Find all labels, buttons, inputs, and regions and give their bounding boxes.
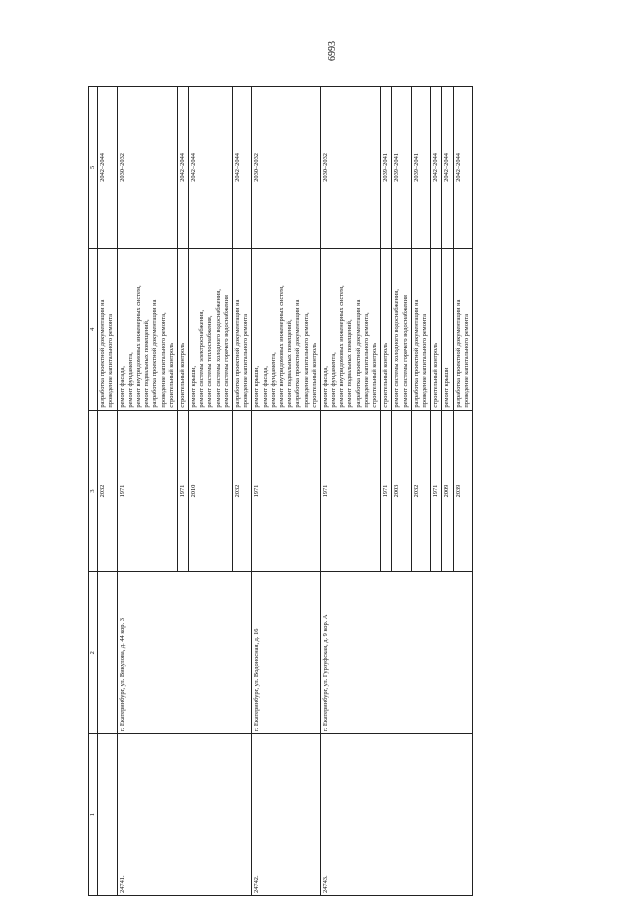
building-address: [98, 572, 117, 734]
year-cell: 2010: [189, 410, 233, 572]
work-item: ремонт фасада,: [321, 366, 329, 408]
works-cell: [431, 248, 442, 410]
works-cell: [252, 248, 321, 410]
year-cell: 2032: [98, 410, 117, 572]
table-row: [117, 87, 177, 896]
work-item: проведение капитального ремонта: [462, 313, 470, 408]
period-cell: 2039–2041: [392, 87, 411, 249]
work-item: разработка проектной документации на: [151, 299, 159, 408]
works-cell: [381, 248, 392, 410]
work-item: проведение капитального ремонта: [107, 313, 115, 408]
period-cell: 2030–2032: [252, 87, 321, 249]
period-cell: 2042–2044: [431, 87, 442, 249]
period-cell: 2039–2041: [411, 87, 430, 249]
building-address: г. Екатеринбург, ул. Водоносная, д. 16: [252, 572, 321, 734]
year-cell: 2003: [392, 410, 411, 572]
table-row: [252, 87, 321, 896]
works-cell: [411, 248, 430, 410]
year-cell: 2009: [442, 410, 453, 572]
work-item: разработка проектной документации на: [454, 299, 462, 408]
year-cell: 2039: [453, 410, 472, 572]
works-cell: [392, 248, 411, 410]
rotated-table-container: [88, 86, 600, 896]
work-item: разработка проектной документации на: [294, 299, 302, 408]
work-item: ремонт системы горячего водоснабжения: [222, 295, 230, 408]
work-item: ремонт подвальных помещений,: [143, 319, 151, 408]
work-item: ремонт внутридомовых инженерных систем,: [134, 285, 142, 408]
work-item: строительный контроль: [382, 342, 390, 408]
period-cell: 2042–2044: [453, 87, 472, 249]
work-item: ремонт системы холодного водоснабжения,: [214, 289, 222, 408]
period-cell: 2039–2041: [381, 87, 392, 249]
period-cell: 2030–2032: [117, 87, 177, 249]
header-cell-5: 5: [89, 87, 98, 249]
work-item: ремонт внутридомовых инженерных систем,: [277, 285, 285, 408]
year-cell: 1971: [381, 410, 392, 572]
works-cell: [442, 248, 453, 410]
work-item: проведение капитального ремонта,: [302, 312, 310, 408]
work-item: строительный контроль: [371, 342, 378, 408]
work-item: строительный контроль: [167, 342, 175, 408]
document-sheet: [88, 86, 600, 896]
works-cell: [233, 248, 252, 410]
year-cell: 1971: [177, 410, 188, 572]
building-address: г. Екатеринбург, ул. Викулова, д. 44 кор. 3: [117, 572, 252, 734]
table-row: [98, 87, 117, 896]
work-item: ремонт фундамента,: [126, 352, 134, 408]
work-item: ремонт подвальных помещений,: [346, 319, 354, 408]
works-cell: [320, 248, 380, 410]
work-item: ремонт фундамента,: [330, 352, 338, 408]
page-number-text: 6993: [327, 41, 338, 61]
period-cell: 2042–2044: [189, 87, 233, 249]
record-number: 24743.: [320, 734, 472, 896]
work-item: ремонт подвальных помещений,: [286, 319, 294, 408]
period-cell: 2042–2044: [177, 87, 188, 249]
header-cell-4: 4: [89, 248, 98, 410]
work-item: разработка проектной документации на: [412, 299, 420, 408]
table-body: [98, 87, 473, 896]
work-item: ремонт фасада,: [261, 366, 269, 408]
page-number: [0, 40, 640, 62]
year-cell: 2032: [233, 410, 252, 572]
work-item: ремонт системы холодного водоснабжения,: [393, 289, 401, 408]
work-item: проведение капитального ремонта,: [159, 312, 167, 408]
work-item: ремонт системы теплоснабжения,: [206, 315, 214, 408]
works-cell: [453, 248, 472, 410]
work-item: ремонт внутридомовых инженерных систем,: [338, 285, 346, 408]
record-number: [98, 734, 117, 896]
works-cell: [189, 248, 233, 410]
work-item: проведение капитального ремонта: [420, 313, 428, 408]
period-cell: 2042–2044: [233, 87, 252, 249]
works-cell: [98, 248, 117, 410]
work-item: строительный контроль: [432, 342, 440, 408]
period-cell: 2042–2044: [98, 87, 117, 249]
header-cell-1: 1: [89, 734, 98, 896]
record-number: 24741.: [117, 734, 252, 896]
work-item: ремонт крыши: [443, 367, 451, 408]
year-cell: 1971: [431, 410, 442, 572]
table-row: [320, 87, 380, 896]
work-item: проведение капитального ремонта: [242, 313, 250, 408]
year-cell: 1971: [117, 410, 177, 572]
work-item: разработка проектной документации на: [99, 299, 107, 408]
period-cell: 2030–2032: [320, 87, 380, 249]
building-address: г. Екатеринбург, ул. Гурзуфская, д. 9 кор. А: [320, 572, 472, 734]
header-cell-2: 2: [89, 572, 98, 734]
work-item: разработка проектной документации на: [234, 299, 241, 408]
work-item: ремонт фундамента,: [269, 352, 277, 408]
record-number: 24742.: [252, 734, 321, 896]
header-cell-3: 3: [89, 410, 98, 572]
work-item: проведение капитального ремонта,: [362, 312, 370, 408]
work-item: ремонт крыши,: [253, 365, 261, 408]
year-cell: 1971: [320, 410, 380, 572]
year-cell: 2032: [411, 410, 430, 572]
work-item: строительный контроль: [310, 342, 318, 408]
work-item: ремонт системы горячего водоснабжения: [401, 295, 409, 408]
works-cell: [177, 248, 188, 410]
capital-repair-table: [88, 86, 473, 896]
period-cell: 2042–2044: [442, 87, 453, 249]
work-item: ремонт фасада,: [118, 366, 126, 408]
work-item: строительный контроль: [178, 342, 186, 408]
work-item: разработка проектной документации на: [354, 299, 362, 408]
header-row: [89, 87, 98, 896]
year-cell: 1971: [252, 410, 321, 572]
work-item: ремонт крыши,: [190, 365, 198, 408]
work-item: ремонт системы электроснабжения,: [198, 310, 206, 408]
works-cell: [117, 248, 177, 410]
